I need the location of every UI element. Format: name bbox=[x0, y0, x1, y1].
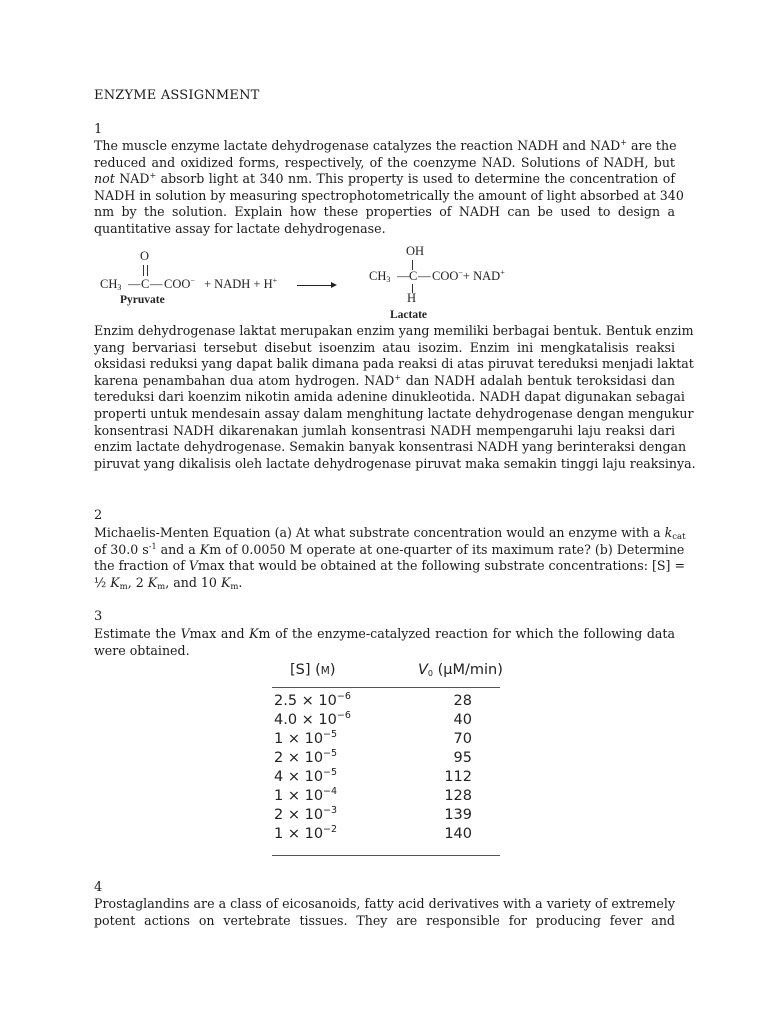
lactate-caption: Lactate bbox=[390, 309, 428, 321]
question-1-text: The muscle enzyme lactate dehydrogenase catalyzes the reaction NADH and NAD+ are the reduced and oxidized forms, respectively, of the coenzyme NAD. Solutions of NADH, but not NAD+ absorb light at 340 nm. This property is used to determine the concentration of NADH in solution by measuring spectrophotometrically the amount of light absorbed at 340 nm by the solution. Explain how these properties of NADH can be used to design a quantitative assay for lactate dehydrogenase. bbox=[94, 138, 684, 236]
pyruvate-caption: Pyruvate bbox=[120, 294, 165, 306]
answer-1-text: Enzim dehydrogenase laktat merupakan enzim yang memiliki berbagai bentuk. Bentuk enzim yang bervariasi tersebut disebut isoenzim atau isozim. Enzim ini mengkatalisis reaksi oksidasi reduksi yang dapat balik dimana pada reaksi di atas piruvat tereduksi menjadi laktat karena penambahan dua atom hydrogen. NAD+ dan NADH adalah bentuk teroksidasi dan tereduksi dari koenzim nikotin amida adenine dinukleotida. NADH dapat digunakan sebagai properti untuk mendesain assay dalam menghitung lactate dehydrogenase dengan mengukur konsentrasi NADH dikarenakan jumlah konsentrasi NADH mempengaruhi laju reaksi dari enzim lactate dehydrogenase. Semakin banyak konsentrasi NADH yang berinteraksi dengan piruvat yang dikalisis oleh lactate dehydrogenase piruvat maka semakin tinggi laju reaksinya. bbox=[94, 323, 696, 471]
initial-velocity-cell: 139 bbox=[444, 807, 472, 823]
initial-velocity-cell: 95 bbox=[453, 750, 472, 766]
substrate-concentration-cell: $1 \times 10^{-2}$ bbox=[274, 824, 338, 842]
table-row bbox=[272, 769, 500, 788]
pyruvate-oxygen-label: O bbox=[140, 249, 150, 263]
lactate-bond-2: — bbox=[418, 269, 431, 283]
pyruvate-bond-2: — bbox=[150, 277, 163, 291]
table-row bbox=[272, 731, 500, 750]
substrate-concentration-cell: $4 \times 10^{-5}$ bbox=[274, 767, 338, 785]
table-header-substrate: [S] (M) bbox=[290, 662, 336, 678]
substrate-concentration-cell: $2.5 \times 10^{-6}$ bbox=[274, 691, 351, 709]
table-row bbox=[272, 807, 500, 826]
substrate-concentration-cell: $1 \times 10^{-4}$ bbox=[274, 786, 338, 804]
lactate-carbon: C bbox=[409, 269, 418, 283]
reaction-scheme bbox=[94, 240, 534, 326]
table-row bbox=[272, 693, 500, 712]
lactate-coo-nad: COO−+ NAD+ bbox=[432, 268, 505, 283]
reaction-arrow bbox=[297, 285, 331, 286]
question-1-number: 1 bbox=[94, 122, 103, 137]
lactate-oh-label: OH bbox=[406, 244, 425, 258]
table-row bbox=[272, 788, 500, 807]
pyruvate-carbon: C bbox=[141, 277, 150, 291]
pyruvate-coo: COO− bbox=[164, 276, 195, 291]
question-2-number: 2 bbox=[94, 508, 103, 523]
question-3-text: Estimate the Vmax and Km of the enzyme-catalyzed reaction for which the following data were obtained. bbox=[94, 626, 676, 658]
table-row bbox=[272, 826, 500, 845]
pyruvate-bond-1: — bbox=[128, 277, 141, 291]
table-bottom-rule bbox=[272, 855, 500, 856]
question-4-text: Prostaglandins are a class of eicosanoids, fatty acid derivatives with a variety of extremely potent actions on vertebrate tissues. They are responsible for producing fever and bbox=[94, 896, 675, 928]
substrate-concentration-cell: $2 \times 10^{-3}$ bbox=[274, 805, 338, 823]
initial-velocity-cell: 28 bbox=[453, 693, 472, 709]
lactate-h-label: H bbox=[407, 291, 417, 305]
initial-velocity-cell: 70 bbox=[453, 731, 472, 747]
substrate-concentration-cell: $1 \times 10^{-5}$ bbox=[274, 729, 338, 747]
question-3-number: 3 bbox=[94, 609, 103, 624]
lactate-bond-1: — bbox=[397, 269, 410, 283]
initial-velocity-cell: 140 bbox=[444, 826, 472, 842]
initial-velocity-cell: 40 bbox=[453, 712, 472, 728]
question-4-number: 4 bbox=[94, 880, 103, 895]
table-row bbox=[272, 750, 500, 769]
initial-velocity-cell: 128 bbox=[444, 788, 472, 804]
pyruvate-ch3: $CH_3$ bbox=[100, 277, 122, 292]
question-2-text: Michaelis-Menten Equation (a) At what substrate concentration would an enzyme with a $k_{cat}$ of 30.0 $s^{-1}$ and a Km of 0.0050 M operate at one-quarter of its maximum rate? (b) Determine the fraction of Vmax that would be obtained at the following substrate concentrations: [S] = ½ $K_m$, 2 $K_m$, and 10 $K_m$. bbox=[94, 525, 686, 592]
table-row bbox=[272, 712, 500, 731]
table-header-velocity: $V_0$ (μM/min) bbox=[418, 662, 503, 678]
reaction-arrowhead bbox=[331, 282, 337, 288]
carbonyl-double-bond bbox=[143, 265, 148, 276]
table-top-rule bbox=[272, 687, 500, 688]
initial-velocity-cell: 112 bbox=[444, 769, 472, 785]
lactate-ch3: $CH_3$ bbox=[369, 269, 391, 284]
substrate-concentration-cell: $2 \times 10^{-5}$ bbox=[274, 748, 338, 766]
document-title: ENZYME ASSIGNMENT bbox=[94, 88, 260, 103]
substrate-concentration-cell: $4.0 \times 10^{-6}$ bbox=[274, 710, 351, 728]
reagents-label: + NADH + H+ bbox=[204, 276, 278, 291]
